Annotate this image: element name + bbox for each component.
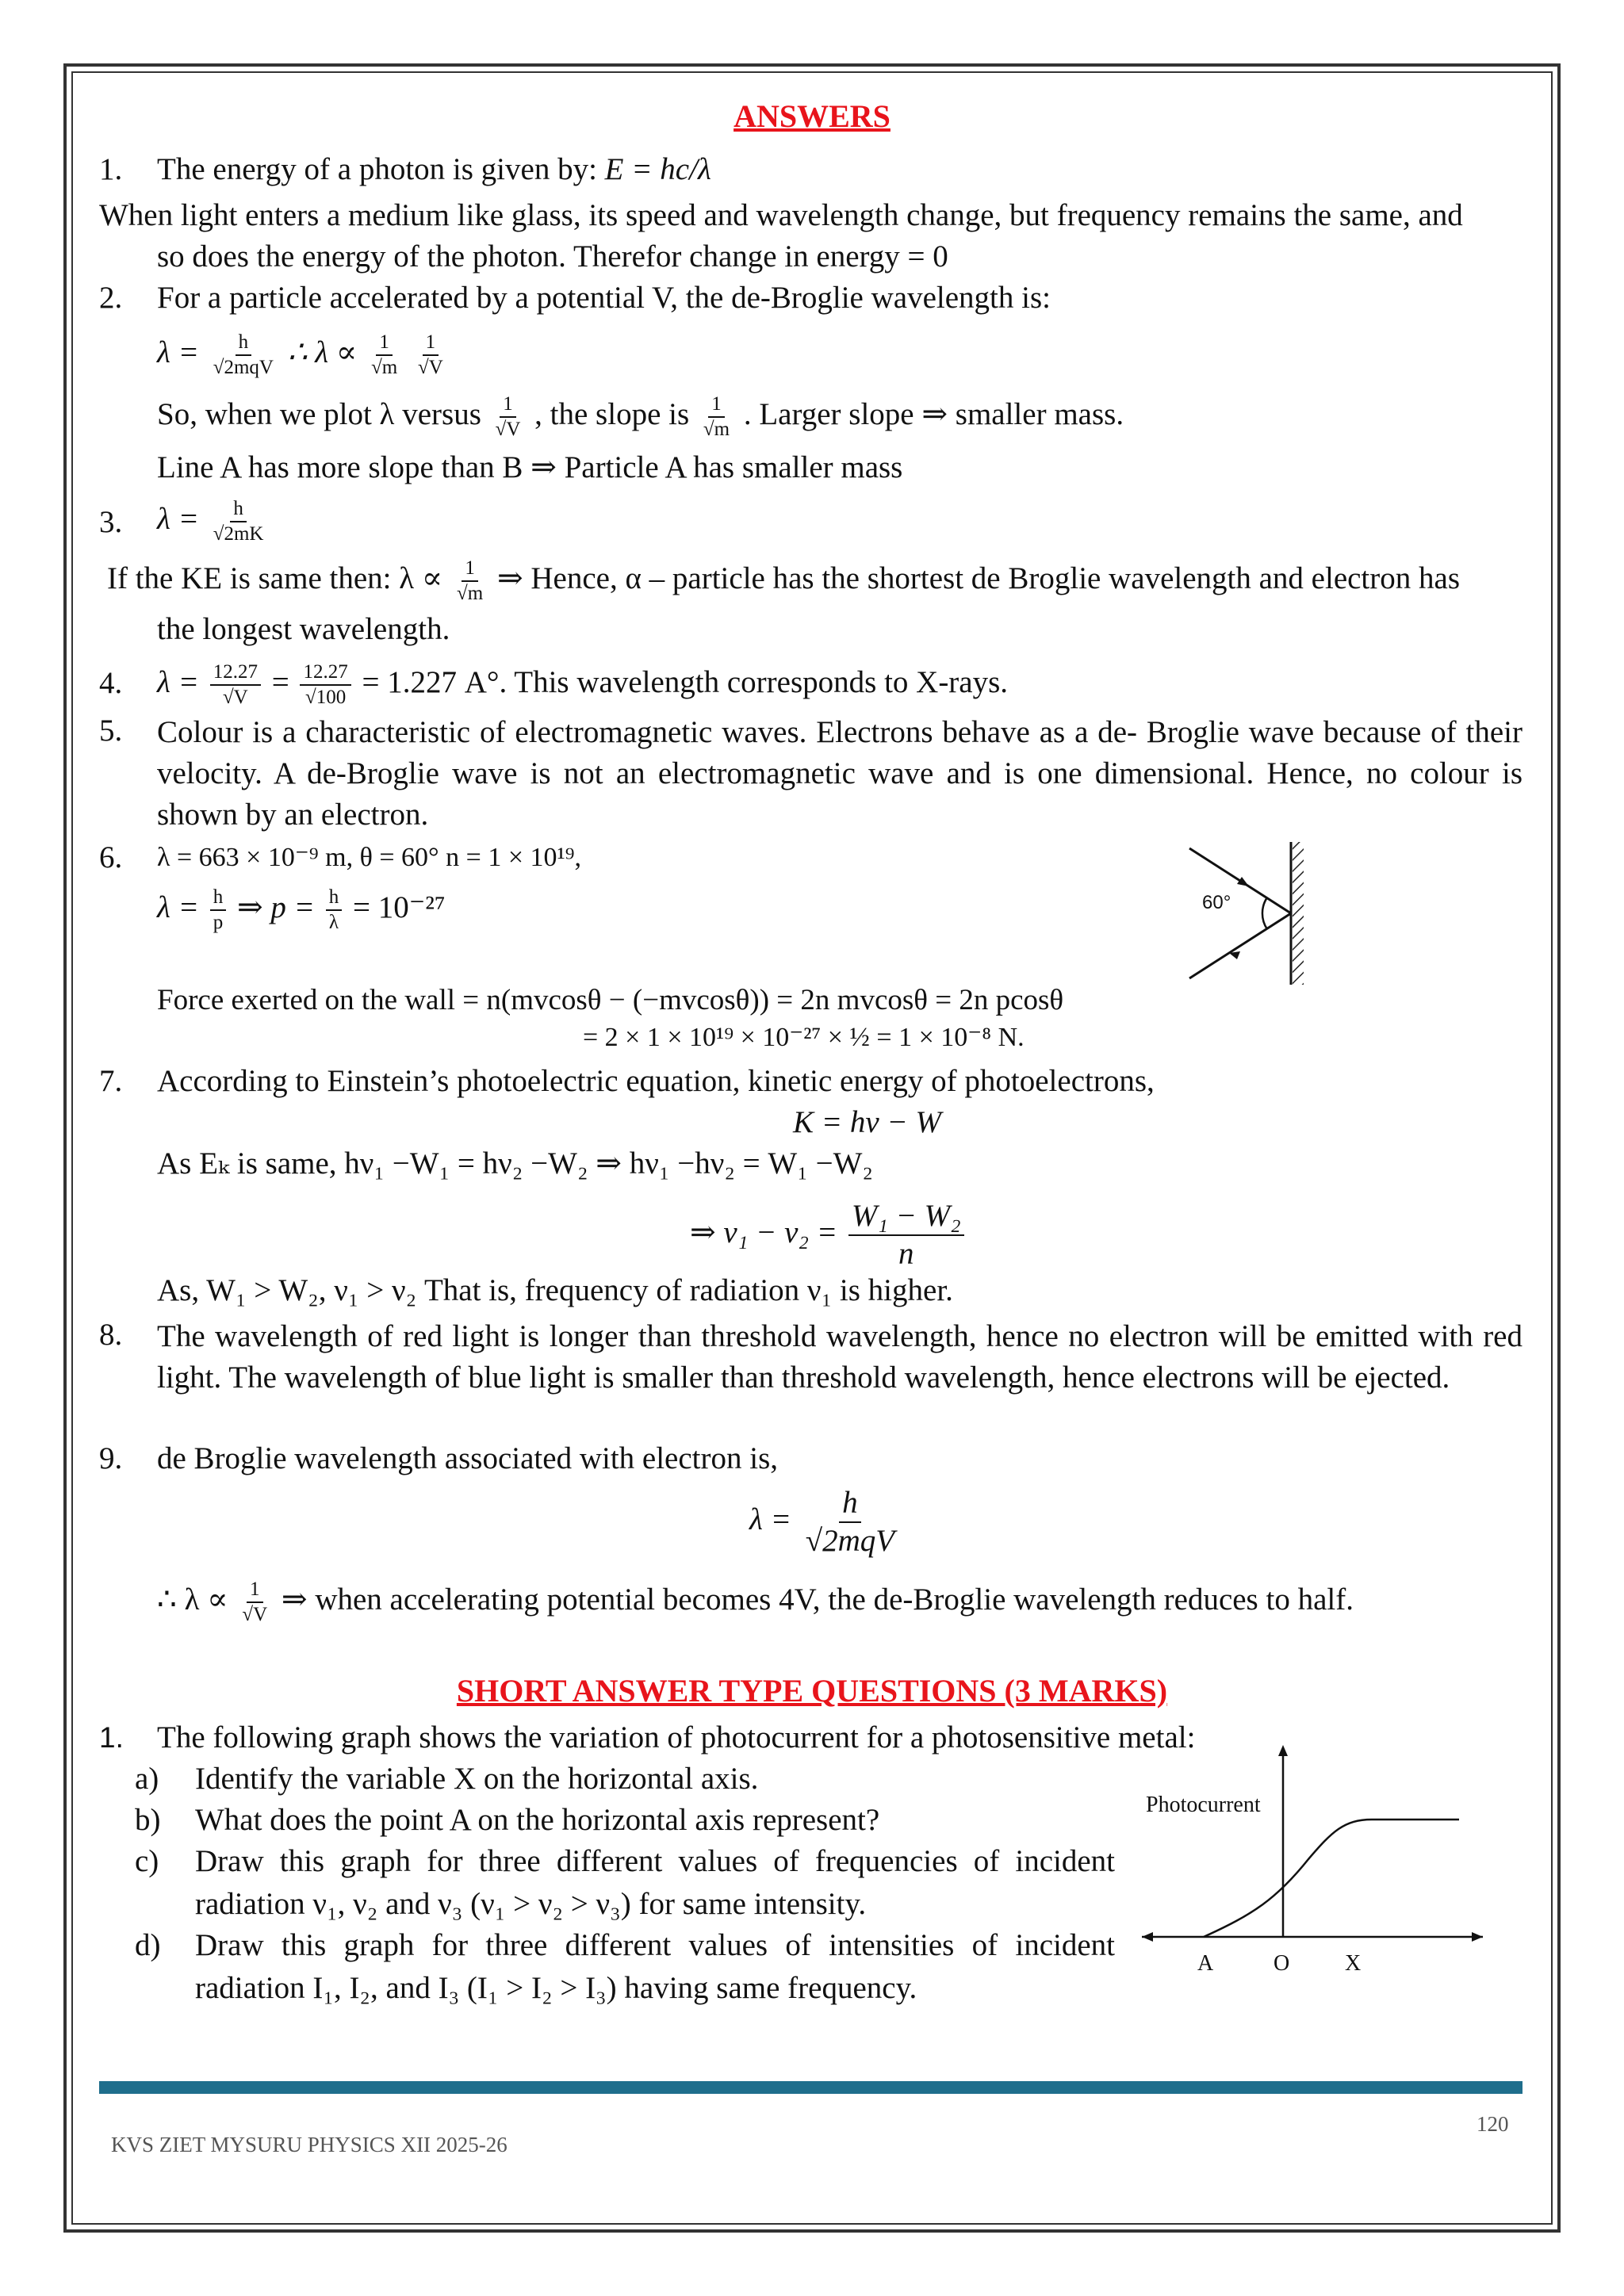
incident-arrowhead	[1237, 877, 1249, 886]
a1-line1: The energy of a photon is given by: E = hc/λ	[157, 152, 711, 186]
a8-number: 8.	[99, 1318, 123, 1352]
q1-d-text1: Draw this graph for three different values of intensities of incident	[195, 1928, 1115, 1962]
angle-label: 60°	[1202, 892, 1231, 913]
graph-label-O: O	[1274, 1951, 1290, 1976]
reflection-diagram	[1174, 832, 1316, 991]
q1-c-label: c)	[135, 1844, 159, 1878]
a7-line1: According to Einstein’s photoelectric equation, kinetic energy of photoelectrons,	[157, 1064, 1155, 1098]
a3-line3: the longest wavelength.	[157, 612, 450, 646]
angle-arc	[1262, 897, 1267, 929]
a7-line3: As Eₖ is same, hν₁ −W₁ = hν₂ −W₂ ⇒ hν₁ −hν₂ = W₁ −W₂	[157, 1146, 873, 1181]
a5-number: 5.	[99, 714, 123, 748]
graph-x-arrow-left	[1142, 1932, 1153, 1942]
a4-number: 4.	[99, 666, 123, 700]
graph-y-label: Photocurrent	[1146, 1793, 1261, 1817]
a8-text: The wavelength of red light is longer than threshold wavelength, hence no electron will be emitted with red light. The wavelength of blue light is smaller than threshold wavelength, hence electrons will be ejected.	[157, 1319, 1522, 1395]
q1-d-label: d)	[135, 1928, 161, 1962]
a3-line2: If the KE is same then: λ ∝ $\frac{1}{√m}$ ⇒ Hence, α – particle has the shortest de Broglie wavelength and electron has	[107, 557, 1460, 605]
q1-stem: The following graph shows the variation of photocurrent for a photosensitive metal:	[157, 1720, 1196, 1755]
a6-force: Force exerted on the wall = n(mvcosθ − (−mvcosθ)) = 2n mvcosθ = 2n pcosθ	[157, 984, 1064, 1016]
a6-given: λ = 663 × 10⁻⁹ m, θ = 60° n = 1 × 10¹⁹,	[157, 843, 582, 872]
reflected-ray	[1189, 913, 1291, 978]
a6-number: 6.	[99, 840, 123, 874]
a1-cont1: When light enters a medium like glass, its speed and wavelength change, but frequency remains the same, and	[99, 198, 1463, 232]
q1-d-text2: radiation I₁, I₂, and I₃ (I₁ > I₂ > I₃) having same frequency.	[195, 1971, 917, 2005]
photocurrent-curve	[1204, 1820, 1459, 1937]
q1-b-text: What does the point A on the horizontal axis represent?	[195, 1803, 880, 1837]
q1-b-label: b)	[135, 1803, 161, 1837]
a9-equation: λ = $\frac{h}{\text{√2mqV}}$	[749, 1486, 895, 1559]
a9-line3: ∴ λ ∝ $\frac{1}{√V}$ ⇒ when accelerating potential becomes 4V, the de-Broglie wavelength reduces to half.	[157, 1578, 1354, 1626]
page-number: 120	[1477, 2112, 1509, 2136]
a9-number: 9.	[99, 1441, 123, 1475]
a7-line5: As, W₁ > W₂, ν₁ > ν₂ That is, frequency of radiation ν₁ is higher.	[157, 1273, 953, 1307]
a4-equation: λ = $\frac{12.27}{√V}$ = $\frac{12.27}{√100}$ = 1.227 A°. This wavelength corresponds to X-rays.	[157, 661, 1009, 709]
photocurrent-graph	[1142, 1740, 1483, 1986]
a1-cont2: so does the energy of the photon. Therefor change in energy = 0	[157, 239, 948, 274]
q1-a-text: Identify the variable X on the horizontal axis.	[195, 1762, 759, 1796]
a5-text: Colour is a characteristic of electromagnetic waves. Electrons behave as a de- Broglie wave because of their velocity. A de-Broglie wave is not an electromagnetic wave and is one dimensional. Hence, no colour is shown by an electron.	[157, 715, 1522, 832]
q1-a-label: a)	[135, 1762, 159, 1796]
wall-hatch	[1293, 842, 1304, 985]
graph-x-arrow-right	[1472, 1932, 1483, 1942]
q1-number: 1.	[99, 1721, 124, 1754]
a9-line1: de Broglie wavelength associated with electron is,	[157, 1441, 779, 1475]
a2-line3: So, when we plot λ versus $\frac{1}{√V}$ , the slope is $\frac{1}{√m}$ . Larger slope ⇒ smaller mass.	[157, 393, 1124, 441]
a7-equation2: ⇒ ν₁ − ν₂ = $\frac{\text{W₁ − W₂}}{n}$	[690, 1189, 967, 1276]
answers-heading: ANSWERS	[733, 98, 891, 134]
a7-number: 7.	[99, 1064, 123, 1098]
a3-number: 3.	[99, 505, 123, 539]
a6-equation: λ = $\frac{h}{p}$ ⇒ p = $\frac{h}{\lambda}$ = 10⁻²⁷	[157, 886, 446, 934]
a3-equation: λ = $\frac{h}{√2mK}$	[157, 498, 264, 545]
short-answer-heading: SHORT ANSWER TYPE QUESTIONS (3 MARKS)	[456, 1673, 1168, 1709]
graph-y-arrow	[1278, 1745, 1288, 1756]
footer-text: KVS ZIET MYSURU PHYSICS XII 2025-26	[111, 2133, 508, 2156]
a2-line1: For a particle accelerated by a potential V, the de-Broglie wavelength is:	[157, 281, 1051, 315]
graph-label-A: A	[1197, 1951, 1214, 1976]
a1-equation: E = hc/λ	[604, 152, 711, 186]
a1-number: 1.	[99, 152, 123, 186]
graph-label-X: X	[1345, 1951, 1362, 1976]
a2-number: 2.	[99, 281, 123, 315]
footer-bar	[99, 2081, 1522, 2094]
q1-c-text1: Draw this graph for three different values of frequencies of incident	[195, 1844, 1115, 1878]
a2-line4: Line A has more slope than B ⇒ Particle A has smaller mass	[157, 450, 903, 484]
q1-c-text2: radiation ν₁, ν₂ and ν₃ (ν₁ > ν₂ > ν₃) for same intensity.	[195, 1887, 867, 1921]
a6-force2: = 2 × 1 × 10¹⁹ × 10⁻²⁷ × ½ = 1 × 10⁻⁸ N.	[583, 1023, 1025, 1052]
a7-equation1: K = hν − W	[793, 1105, 941, 1139]
a2-equation: λ = $\frac{h}{\text{√2mqV}}$ ∴ λ ∝ $\frac{1}{√m}$ $\frac{1}{√V}$	[157, 331, 443, 379]
